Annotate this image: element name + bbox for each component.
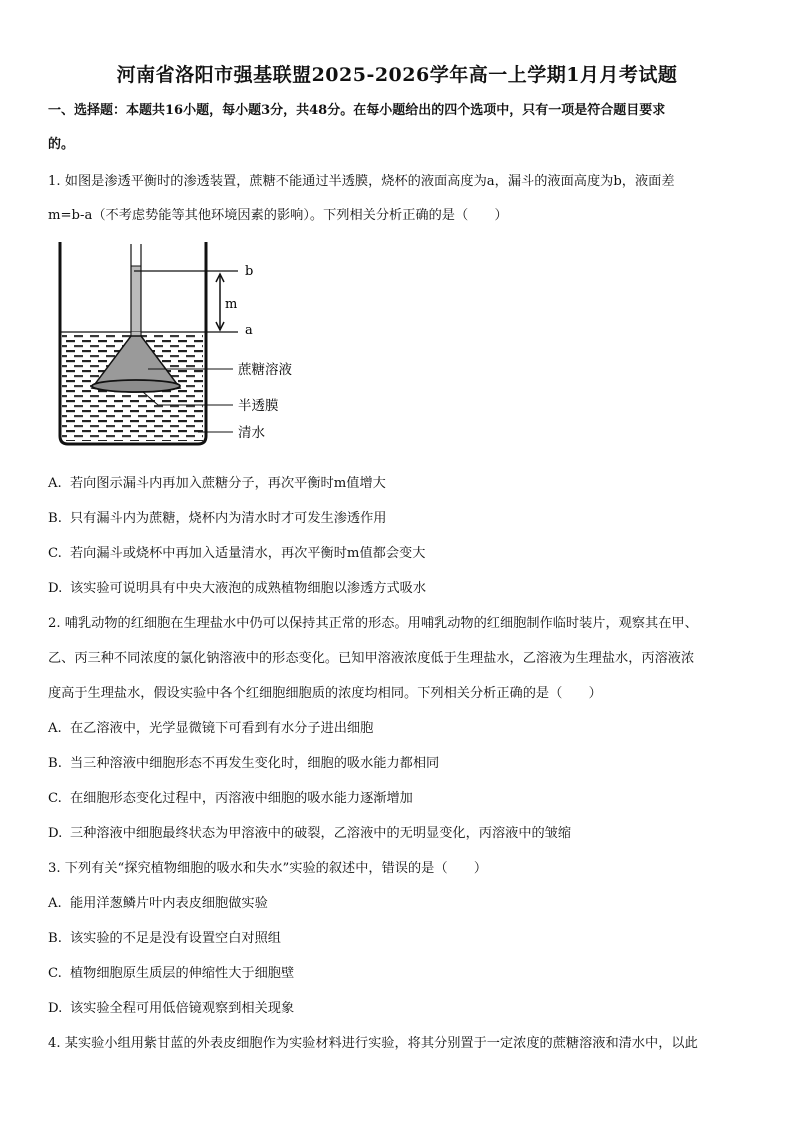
- option-text: 植物细胞原生质层的伸缩性大于细胞壁: [70, 966, 295, 981]
- height-difference-arrow: [216, 274, 224, 330]
- option-text: 该实验的不足是没有设置空白对照组: [70, 931, 281, 946]
- q2-option-a: [48, 719, 748, 739]
- q2-stem-line-3: 度高于生理盐水，假设实验中各个红细胞细胞质的浓度均相同。下列相关分析正确的是（ ）: [48, 686, 602, 701]
- q1-stem-line-1: 1. 如图是渗透平衡时的渗透装置，蔗糖不能通过半透膜，烧杯的液面高度为a，漏斗的液面高度为b，液面差: [48, 174, 675, 189]
- q4-stem-line-1: 4. 某实验小组用紫甘蓝的外表皮细胞作为实验材料进行实验，将其分别置于一定浓度的蔗糖溶液和清水中，以此: [48, 1036, 698, 1051]
- option-text: 在乙溶液中，光学显微镜下可看到有水分子进出细胞: [70, 721, 374, 736]
- label-clear-water: 清水: [238, 425, 265, 441]
- q2-stem-line-1: 2. 哺乳动物的红细胞在生理盐水中仍可以保持其正常的形态。用哺乳动物的红细胞制作临时装片，观察其在甲、: [48, 616, 698, 631]
- section-heading-line-1: 一、选择题：本题共16小题，每小题3分，共48分。在每小题给出的四个选项中，只有一项是符合题目要求: [48, 103, 666, 118]
- option-letter: A.: [48, 476, 62, 491]
- q1-option-b: [48, 509, 748, 529]
- option-text: 该实验可说明具有中央大液泡的成熟植物细胞以渗透方式吸水: [70, 581, 427, 596]
- osmosis-diagram: [48, 236, 348, 456]
- option-letter: C.: [48, 966, 62, 981]
- q1-option-a: [48, 474, 748, 494]
- option-letter: D.: [48, 1001, 63, 1016]
- option-letter: B.: [48, 931, 62, 946]
- option-text: 能用洋葱鳞片叶内表皮细胞做实验: [70, 896, 268, 911]
- q3-stem-line-1: 3. 下列有关“探究植物细胞的吸水和失水”实验的叙述中，错误的是（ ）: [48, 861, 488, 876]
- q1-option-c: [48, 544, 748, 564]
- q2-option-d: [48, 824, 748, 844]
- q3-option-d: [48, 999, 748, 1019]
- q3-option-c: [48, 964, 748, 984]
- label-sucrose-solution: 蔗糖溶液: [238, 362, 292, 378]
- option-letter: A.: [48, 896, 62, 911]
- label-semipermeable-membrane: 半透膜: [238, 398, 279, 414]
- section-heading-line-2: 的。: [48, 137, 75, 152]
- option-text: 若向图示漏斗内再加入蔗糖分子，再次平衡时m值增大: [70, 476, 386, 491]
- semipermeable-membrane: [92, 380, 180, 392]
- option-text: 该实验全程可用低倍镜观察到相关现象: [70, 1001, 295, 1016]
- option-letter: D.: [48, 581, 63, 596]
- q1-stem-line-2: m=b-a（不考虑势能等其他环境因素的影响）。下列相关分析正确的是（ ）: [48, 208, 508, 223]
- q2-stem-line-2: 乙、丙三种不同浓度的氯化钠溶液中的形态变化。已知甲溶液浓度低于生理盐水，乙溶液为生理盐水，丙溶液浓: [48, 651, 695, 666]
- option-letter: C.: [48, 791, 62, 806]
- q2-option-b: [48, 754, 748, 774]
- q2-option-c: [48, 789, 748, 809]
- q1-option-d: [48, 579, 748, 599]
- page-title: 河南省洛阳市强基联盟2025-2026学年高一上学期1月月考试题: [116, 64, 678, 86]
- option-text: 在细胞形态变化过程中，丙溶液中细胞的吸水能力逐渐增加: [70, 791, 413, 806]
- option-letter: D.: [48, 826, 63, 841]
- funnel-stem: [131, 266, 141, 332]
- label-a: a: [245, 323, 253, 338]
- label-b: b: [245, 264, 254, 279]
- option-text: 当三种溶液中细胞形态不再发生变化时，细胞的吸水能力都相同: [70, 756, 440, 771]
- q3-option-b: [48, 929, 748, 949]
- osmosis-apparatus-figure: [48, 236, 348, 456]
- option-letter: B.: [48, 756, 62, 771]
- option-letter: B.: [48, 511, 62, 526]
- option-text: 若向漏斗或烧杯中再加入适量清水，再次平衡时m值都会变大: [70, 546, 426, 561]
- option-text: 只有漏斗内为蔗糖，烧杯内为清水时才可发生渗透作用: [70, 511, 387, 526]
- option-text: 三种溶液中细胞最终状态为甲溶液中的破裂，乙溶液中的无明显变化，丙溶液中的皱缩: [70, 826, 572, 841]
- option-letter: C.: [48, 546, 62, 561]
- label-m: m: [225, 297, 238, 312]
- option-letter: A.: [48, 721, 62, 736]
- q3-option-a: [48, 894, 748, 914]
